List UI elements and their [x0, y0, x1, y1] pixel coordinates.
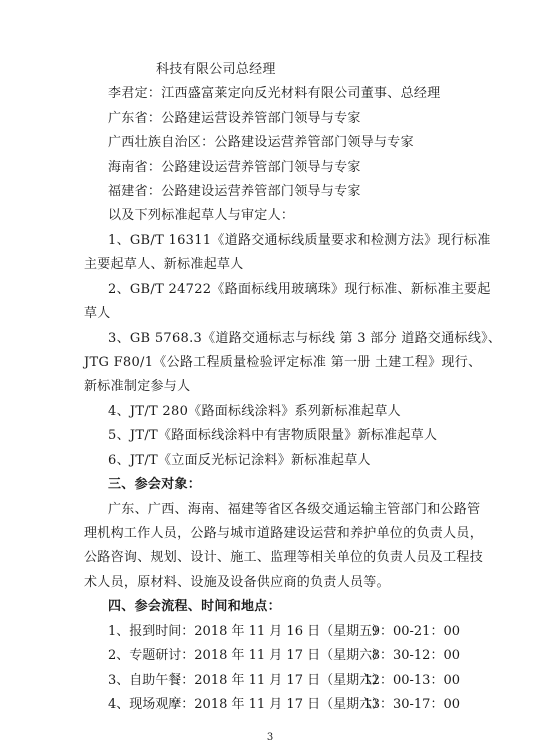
- schedule-row: [108, 673, 460, 689]
- text-line: 2、GB/T 24722《路面标线用玻璃珠》现行标准、新标准主要起: [108, 282, 491, 297]
- schedule-row: [108, 648, 460, 664]
- text-line: 新标准制定参与人: [84, 379, 191, 394]
- text-line: 公路咨询、规划、设计、施工、监理等相关单位的负责人员及工程技: [84, 550, 484, 565]
- schedule-row: [108, 697, 460, 713]
- text-line: 1、GB/T 16311《道路交通标线质量要求和检测方法》现行标准: [108, 233, 491, 248]
- text-line: 5、JT/T《路面标线涂料中有害物质限量》新标准起草人: [108, 428, 438, 443]
- schedule-label: 3、自助午餐：2018 年 11 月 17 日（星期六）: [108, 673, 386, 688]
- text-line: JTG F80/1《公路工程质量检验评定标准 第一册 土建工程》现行、: [84, 355, 482, 370]
- text-line: 草人: [84, 306, 111, 321]
- schedule-label: 1、报到时间：2018 年 11 月 16 日（星期五）: [108, 624, 386, 639]
- text-line: 广东、广西、海南、福建等省区各级交通运输主管部门和公路管: [108, 502, 481, 517]
- text-line: 李君定：江西盛富莱定向反光材料有限公司董事、总经理: [108, 86, 441, 101]
- text-line: 广西壮族自治区：公路建设运营养管部门领导与专家: [108, 135, 414, 150]
- schedule-time: 9：00-21：00: [371, 624, 460, 639]
- text-line: 主要起草人、新标准起草人: [84, 257, 244, 272]
- text-line: 广东省：公路建运营设养管部门领导与专家: [108, 111, 361, 126]
- text-line: 3、GB 5768.3《道路交通标志与标线 第 3 部分 道路交通标线》、: [108, 331, 502, 346]
- text-line: 4、JT/T 280《路面标线涂料》系列新标准起草人: [108, 404, 401, 419]
- section-heading: 四、参会流程、时间和地点：: [108, 599, 281, 614]
- schedule-row: [108, 624, 460, 640]
- text-line: 海南省：公路建设运营养管部门领导与专家: [108, 160, 361, 175]
- section-heading: 三、参会对象：: [108, 477, 202, 492]
- schedule-time: 13：30-17：00: [363, 697, 460, 712]
- text-line: 6、JT/T《立面反光标记涂料》新标准起草人: [108, 453, 371, 468]
- page-number: 3: [266, 732, 274, 743]
- text-line: 理机构工作人员，公路与城市道路建设运营和养护单位的负责人员，: [84, 526, 484, 541]
- text-line: 以及下列标准起草人与审定人：: [108, 208, 295, 223]
- text-line: 科技有限公司总经理: [156, 62, 276, 77]
- schedule-time: 8：30-12：00: [371, 648, 460, 663]
- schedule-time: 12：00-13：00: [363, 673, 460, 688]
- text-line: 福建省：公路建设运营养管部门领导与专家: [108, 184, 361, 199]
- schedule-label: 2、专题研讨：2018 年 11 月 17 日（星期六）: [108, 648, 386, 663]
- schedule-label: 4、现场观摩：2018 年 11 月 17 日（星期六）: [108, 697, 386, 712]
- text-line: 术人员，原材料、设施及设备供应商的负责人员等。: [84, 575, 390, 590]
